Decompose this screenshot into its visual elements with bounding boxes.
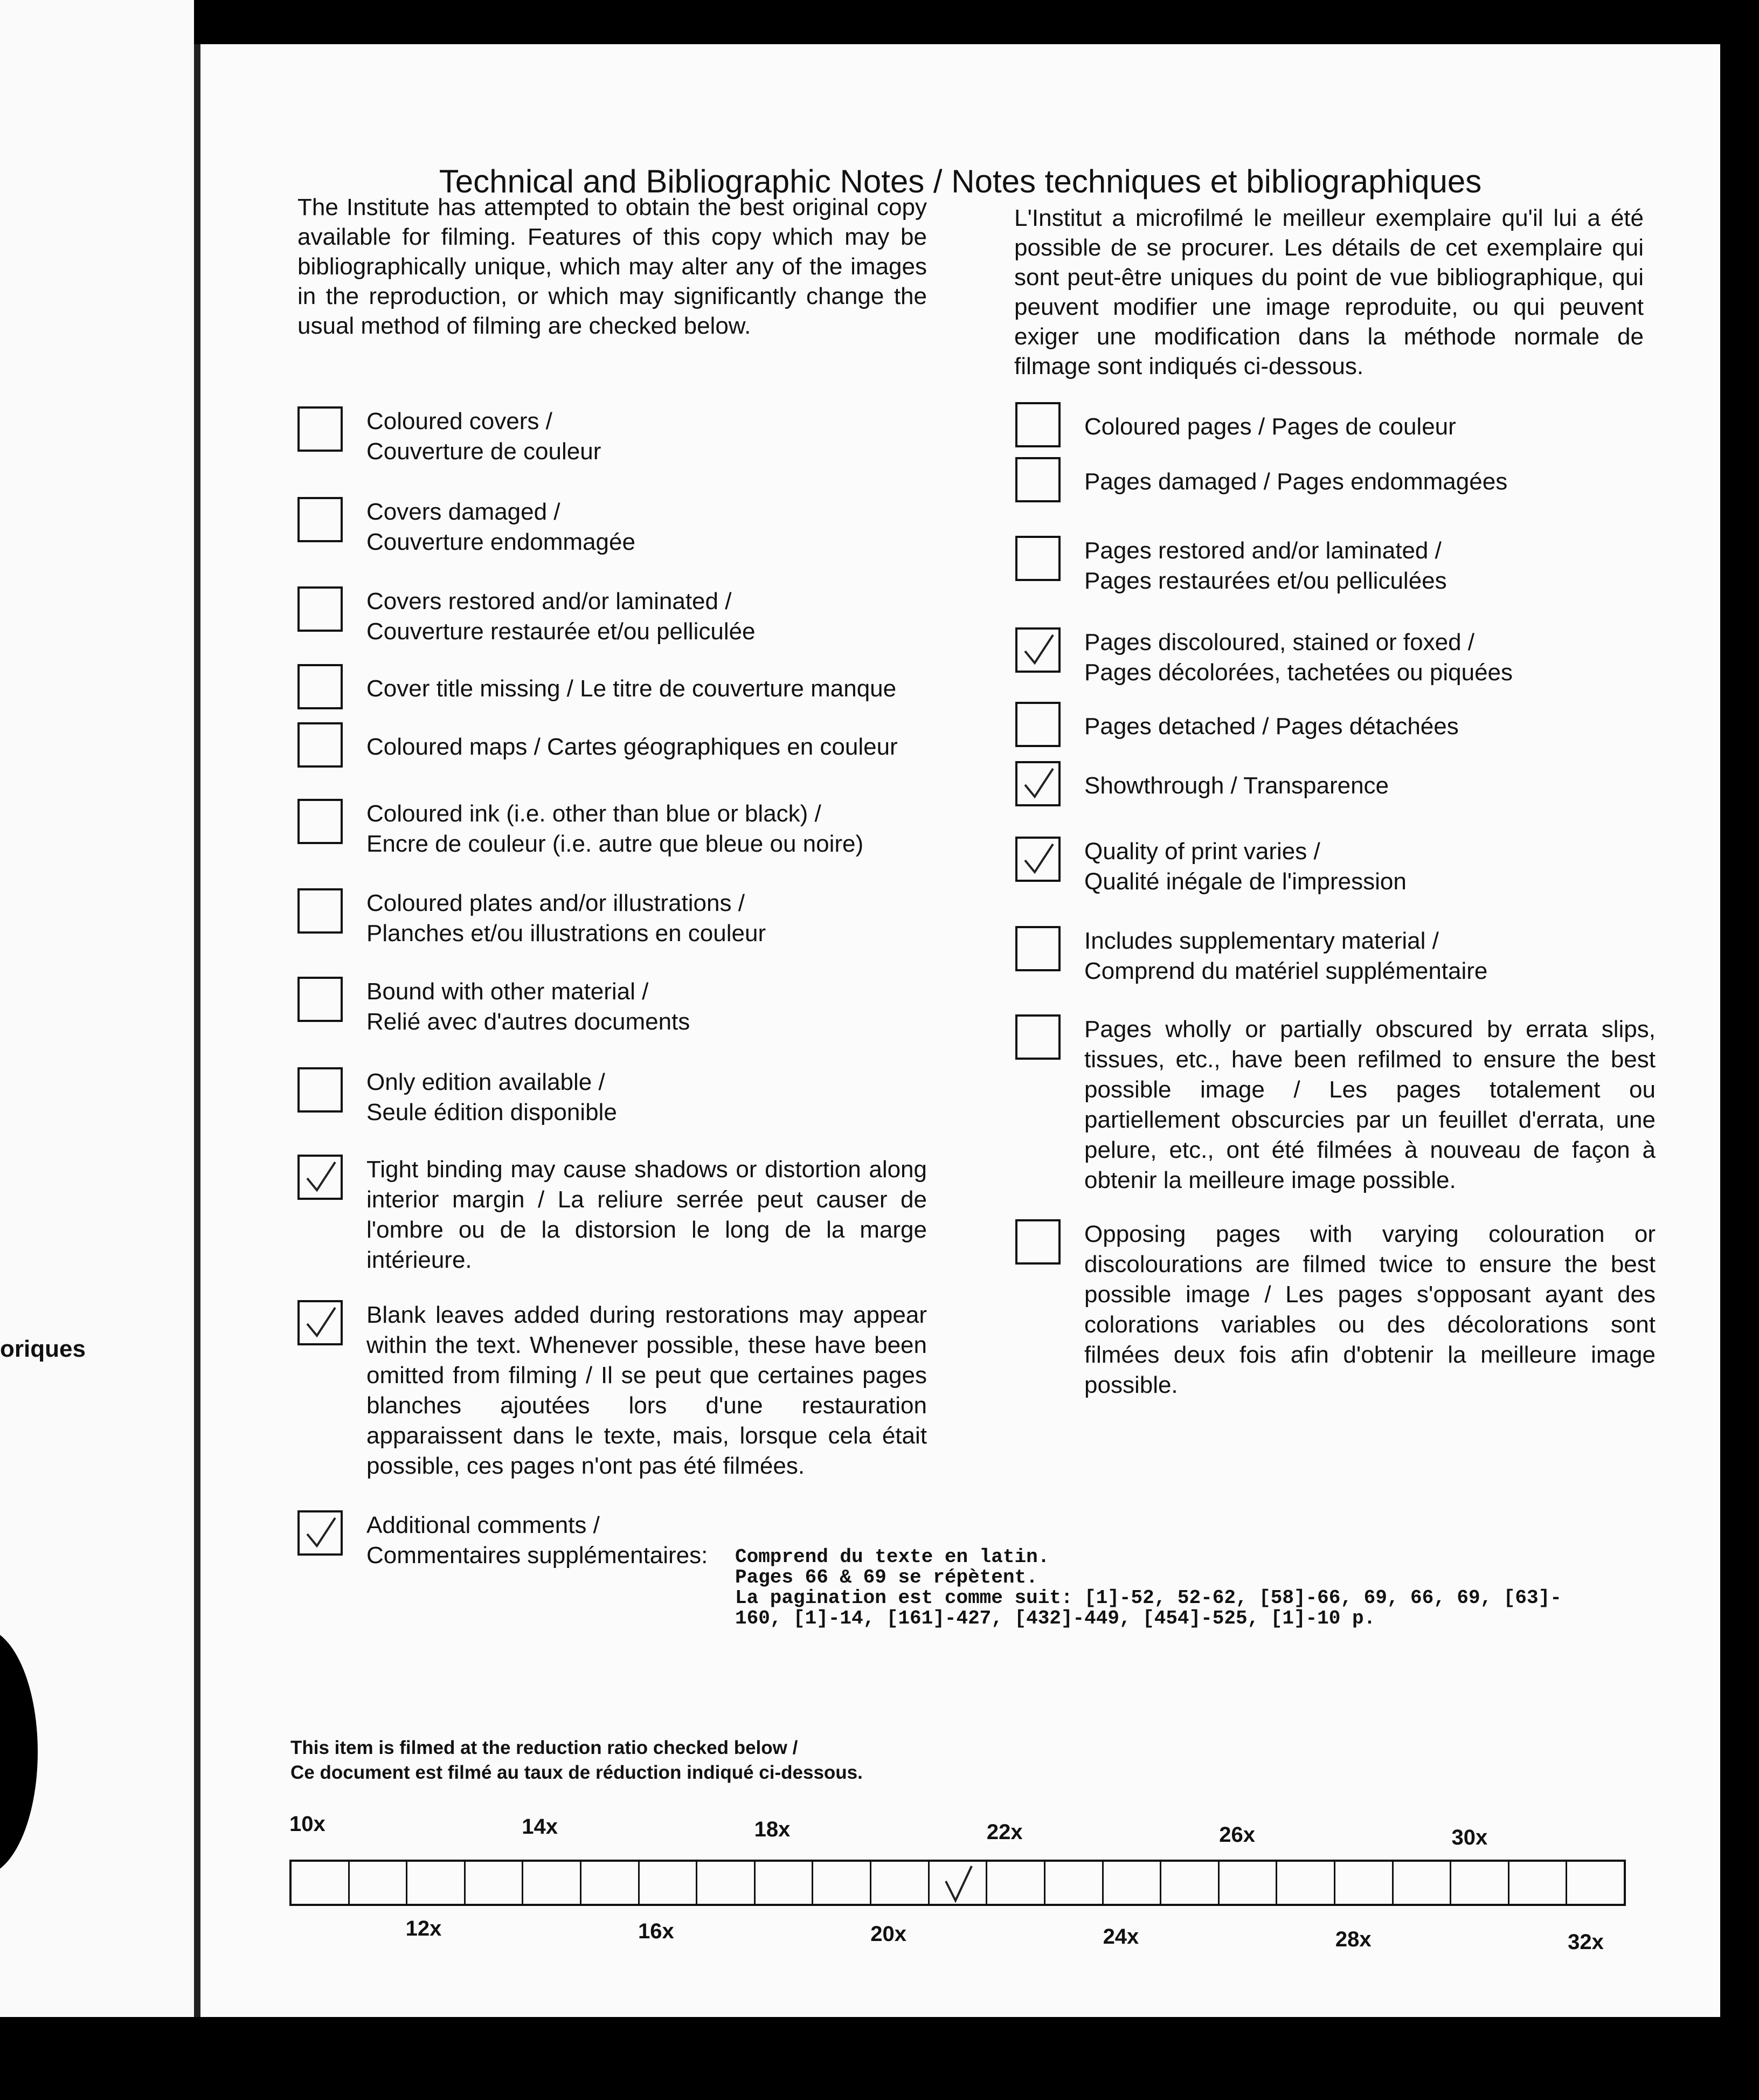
item-line: Planches et/ou illustrations en couleur [366,920,766,947]
ratio-label-top: 10x [289,1812,326,1836]
caption-line-fr: Ce document est filmé au taux de réduction indiqué ci-dessous. [290,1762,863,1783]
ratio-cell [640,1862,698,1904]
item-line: Coloured covers / [366,408,552,434]
unchecked-box [1015,926,1061,971]
item-line: Coloured plates and/or illustrations / [366,890,745,916]
checklist-item-label [1084,1014,1656,1196]
comment-line: Comprend du texte en latin. [735,1546,1050,1568]
checkmark-icon [940,1865,973,1903]
ratio-label-bottom: 16x [638,1919,674,1943]
checkmark-icon [303,1305,337,1340]
checkmark-icon [1021,842,1055,876]
ratio-cell [1335,1862,1394,1904]
item-paragraph: Pages wholly or partially obscured by errata slips, tissues, etc., have been refilmed to ensure the best possible image / Les pages totalement ou partiellement obscurcies par un feuillet d'errata, une pelure, etc., ont été filmées à nouveau de façon à obtenir la meilleure image possible. [1084,1016,1656,1193]
unchecked-box [297,497,343,542]
checkmark-icon [1021,633,1055,667]
checklist-item-label [1084,702,1656,742]
item-line: Includes supplementary material / [1084,928,1439,954]
checklist-item-label [1084,761,1656,801]
checkmark-icon [1021,766,1055,801]
notes-page [200,44,1720,2017]
ratio-cell [581,1862,640,1904]
comment-line: La pagination est comme suit: [1]-52, 52-62, [58]-66, 69, 66, 69, [63]- [735,1587,1562,1609]
item-line: Commentaires supplémentaires: [366,1542,708,1569]
ratio-cell [1509,1862,1568,1904]
ratio-label-top: 26x [1219,1823,1255,1847]
ratio-label-top: 18x [754,1818,791,1841]
checklist-item-label [366,1300,927,1481]
checked-box [1015,627,1061,673]
item-paragraph: Opposing pages with varying colouration or discolourations are filmed twice to ensure the best possible image / Les pages s'opposant ayant des colorations variables ou des décolorations sont filmées deux fois afin d'obtenir la meilleure image possible. [1084,1221,1656,1398]
item-line: Only edition available / [366,1069,605,1095]
unchecked-box [297,722,343,768]
item-line: Additional comments / [366,1512,600,1538]
ratio-cell [697,1862,756,1904]
item-line: Comprend du matériel supplémentaire [1084,958,1488,984]
page-title: Technical and Bibliographic Notes / Notes techniques et bibliographiques [439,163,1482,199]
ratio-cell [1104,1862,1162,1904]
ratio-cell [756,1862,814,1904]
ratio-cell [1277,1862,1335,1904]
reduction-ratio-row [289,1860,1626,1906]
item-line: Seule édition disponible [366,1099,617,1125]
item-line: Pages décolorées, tachetées ou piquées [1084,659,1513,686]
reduction-ratio-caption [290,1736,863,1785]
item-line: Pages restored and/or laminated / [1084,537,1442,564]
ratio-label-bottom: 20x [870,1922,906,1946]
checked-box [297,1155,343,1200]
item-line: Relié avec d'autres documents [366,1008,690,1035]
item-line: Quality of print varies / [1084,838,1320,865]
unchecked-box [1015,402,1061,447]
item-line: Pages damaged / Pages endommagées [1084,468,1508,495]
checklist-item-label [366,497,927,557]
unchecked-box [1015,702,1061,747]
ratio-cell [292,1862,350,1904]
ratio-cell [407,1862,466,1904]
unchecked-box [1015,457,1061,502]
checklist-item-label [1084,627,1656,688]
ratio-cell [813,1862,871,1904]
item-line: Coloured pages / Pages de couleur [1084,413,1456,440]
unchecked-box [297,799,343,844]
item-line: Covers damaged / [366,499,560,525]
ratio-cell [350,1862,408,1904]
page-gutter [194,44,200,2017]
checked-box [297,1300,343,1345]
checked-box [297,1510,343,1556]
checklist-item-label [1084,837,1656,897]
checklist-item-label [366,977,927,1037]
unchecked-box [1015,1014,1061,1060]
item-paragraph: Blank leaves added during restorations may appear within the text. Whenever possible, these have been omitted from filming / Il se peut que certaines pages blanches ajoutées lors d'une restauration apparaissent dans le texte, mais, lorsque cela était possible, ces pages n'ont pas été filmées. [366,1302,927,1479]
checklist-item-label [1084,1219,1656,1400]
unchecked-box [297,1067,343,1113]
checklist-item-label [366,1067,927,1128]
scan-border [0,2017,1759,2100]
checkmark-icon [303,1160,337,1194]
ratio-label-top: 30x [1451,1826,1488,1849]
item-line: Showthrough / Transparence [1084,772,1389,799]
unchecked-box [1015,1219,1061,1265]
checklist-item-label [1084,457,1656,497]
ratio-label-bottom: 32x [1568,1930,1604,1954]
checklist-item-label [1084,926,1656,986]
ratio-cell [466,1862,524,1904]
ratio-label-top: 14x [522,1815,558,1839]
ratio-cell [523,1862,581,1904]
ratio-cell [1220,1862,1278,1904]
item-line: Bound with other material / [366,978,649,1005]
additional-comments-text [735,1547,1562,1629]
item-line: Coloured maps / Cartes géographiques en couleur [366,734,898,760]
item-paragraph: Tight binding may cause shadows or distortion along interior margin / La reliure serrée peut causer de l'ombre ou de la distorsion le long de la marge intérieure. [366,1156,927,1273]
unchecked-box [297,888,343,934]
ratio-cell [1045,1862,1104,1904]
checklist-item-label [1084,536,1656,596]
adjacent-page-fragment: oriques [0,1336,86,1362]
ratio-cell [1161,1862,1220,1904]
checkmark-icon [303,1516,337,1550]
checklist-item-label [1084,402,1656,442]
unchecked-box [297,586,343,632]
checklist-item-label [366,586,927,647]
checklist-item-label [366,799,927,859]
comment-line: 160, [1]-14, [161]-427, [432]-449, [454]-525, [1]-10 p. [735,1607,1376,1629]
unchecked-box [1015,536,1061,581]
caption-line-en: This item is filmed at the reduction ratio checked below / [290,1737,798,1758]
checked-box [1015,837,1061,882]
item-line: Qualité inégale de l'impression [1084,868,1407,895]
item-line: Pages restaurées et/ou pelliculées [1084,568,1447,594]
checklist-item-label [366,406,927,467]
comment-line: Pages 66 & 69 se répètent. [735,1566,1038,1588]
ratio-cell [871,1862,930,1904]
ratio-cell [987,1862,1045,1904]
ratio-label-bottom: 24x [1103,1925,1139,1949]
item-line: Pages discoloured, stained or foxed / [1084,629,1475,655]
ratio-cell [1567,1862,1624,1904]
unchecked-box [297,664,343,709]
item-line: Couverture de couleur [366,438,601,465]
ratio-label-bottom: 28x [1335,1928,1372,1951]
item-line: Pages detached / Pages détachées [1084,713,1459,740]
adjacent-page-blot [0,1628,38,1876]
intro-french: L'Institut a microfilmé le meilleur exemplaire qu'il lui a été possible de se procurer. Les détails de cet exemplaire qui sont peut-être uniques du point de vue bibliographique, qui peuvent modifier une image reproduite, ou qui peuvent exiger une modification dans la méthode normale de filmage sont indiqués ci-dessous. [1014,205,1644,379]
checklist-item-label [366,722,927,762]
ratio-cell [1451,1862,1509,1904]
checklist-item-label [366,1155,927,1275]
item-line: Couverture restaurée et/ou pelliculée [366,618,756,645]
ratio-label-top: 22x [986,1820,1023,1844]
adjacent-page-strip [0,0,194,2100]
item-line: Covers restored and/or laminated / [366,588,732,614]
item-line: Coloured ink (i.e. other than blue or black) / [366,800,821,827]
ratio-label-bottom: 12x [405,1917,442,1940]
ratio-cell [1394,1862,1452,1904]
item-line: Encre de couleur (i.e. autre que bleue ou noire) [366,831,864,857]
item-line: Couverture endommagée [366,529,635,555]
unchecked-box [297,406,343,452]
unchecked-box [297,977,343,1022]
checked-box [1015,761,1061,806]
intro-english: The Institute has attempted to obtain the best original copy available for filming. Features of this copy which may be bibliographically unique, which may alter any of the images in the reproduction, or which may significantly change the usual method of filming are checked below. [297,194,927,339]
checklist-item-label [366,664,927,704]
item-line: Cover title missing / Le titre de couverture manque [366,675,897,702]
checklist-item-label [366,888,927,949]
ratio-cell [930,1862,988,1904]
